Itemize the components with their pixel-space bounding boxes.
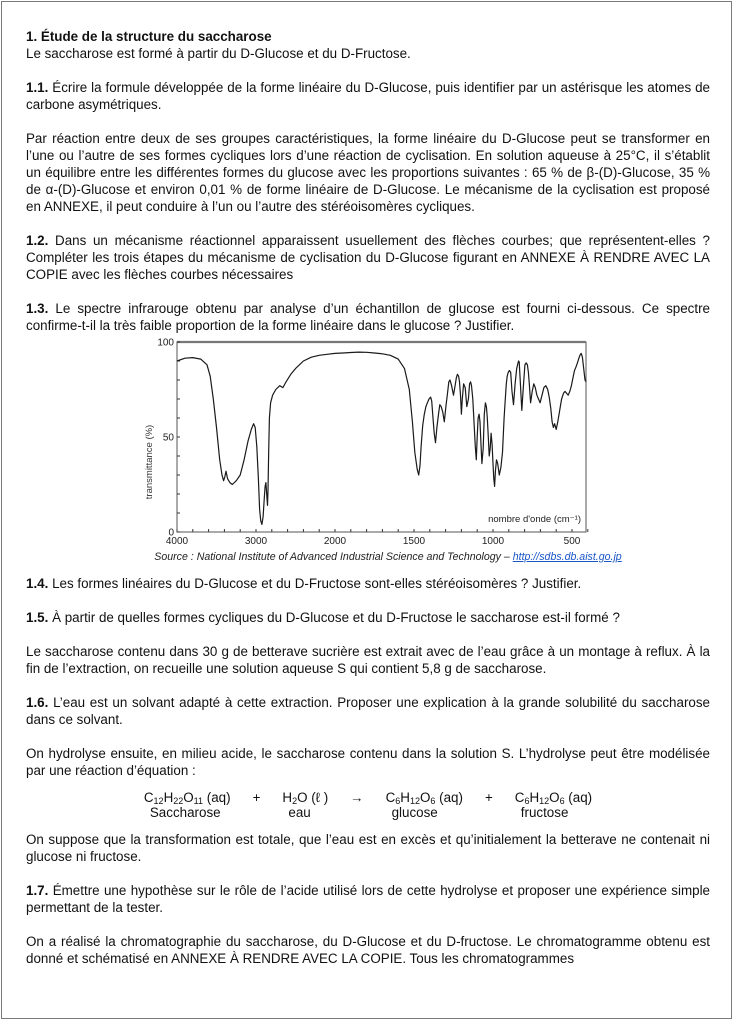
paragraph-hypothese: On suppose que la transformation est totale, que l’eau est en excès et qu’initialement la betterave ne contenait ni glucose ni fructose. (26, 832, 710, 864)
reactant-water (282, 790, 328, 820)
reaction-arrow: → (350, 790, 364, 805)
product-glucose (386, 790, 463, 820)
x-tick-label: 1000 (481, 536, 505, 547)
question-1-5: 1.5. À partir de quelles formes cycliques du D-Glucose et du D-Fructose le saccharose est-il formé ? (26, 610, 620, 625)
y-axis-label: transmittance (%) (144, 424, 155, 500)
question-number: 1.7. (26, 883, 49, 898)
spectrum-line-glucose (177, 352, 586, 524)
section-title: 1. Étude de la structure du saccharose (26, 29, 272, 44)
question-number: 1.1. (26, 80, 49, 95)
document-body (26, 28, 710, 967)
hydrolysis-equation (26, 790, 710, 820)
reactant-saccharose-formula: $C_{12}H_{22}O_{11}$ (aq) (143, 790, 231, 806)
y-tick-label: 0 (168, 527, 174, 539)
question-1-3: 1.3. Le spectre infrarouge obtenu par analyse d’un échantillon de glucose est fourni ci-dessous. Ce spectre confirme-t-il la très faible proportion de la forme linéaire dans le glucose ? Justifier. (26, 301, 710, 333)
question-number: 1.4. (26, 576, 49, 591)
question-1-2: 1.2. Dans un mécanisme réactionnel apparaissent usuellement des flèches courbes; que représentent-elles ? Compléter les trois étapes du mécanisme de cyclisation du D-Glucose figurant en ANNEXE À RENDRE AVEC LA COPIE avec les flèches courbes nécessaires (26, 233, 710, 282)
question-number: 1.6. (26, 695, 49, 710)
paragraph-cyclisation: Par réaction entre deux de ses groupes caractéristiques, la forme linéaire du D-Glucose peut se transformer en l’une ou l’autre de ses formes cycliques lors d’une réaction de cyclisation. En solution aqueuse à 25°C, il s’établit un équilibre entre les différentes formes du glucose avec les proportions suivantes : 65 % de β-(D)-Glucose, 35 % de α-(D)-Glucose et environ 0,01 % de forme linéaire de D-Glucose. Le mécanisme de la cyclisation est proposé en ANNEXE, il peut conduire à l’un ou l’autre des stéréoisomères cycliques. (26, 131, 710, 214)
paragraph-hydrolyse: On hydrolyse ensuite, en milieu acide, le saccharose contenu dans la solution S. L’hydrolyse peut être modélisée par une réaction d’équation : (26, 746, 710, 778)
reactant-water-name: eau (288, 805, 311, 820)
x-tick-label: 1500 (402, 536, 426, 547)
paragraph-extraction: Le saccharose contenu dans 30 g de betterave sucrière est extrait avec de l’eau grâce à un montage à reflux. À la fin de l’extraction, on recueille une solution aqueuse S qui contient 5,8 g de saccharose. (26, 644, 710, 676)
reactant-water-formula: $H_2O$ (ℓ ) (282, 790, 329, 806)
question-1-4: 1.4. Les formes linéaires du D-Glucose et du D-Fructose sont-elles stéréoisomères ? Justifier. (26, 576, 582, 591)
x-tick-label: 3000 (244, 536, 268, 547)
plus-sign: + (484, 790, 493, 805)
product-fructose (515, 790, 592, 820)
question-1-7: 1.7. Émettre une hypothèse sur le rôle de l’acide utilisé lors de cette hydrolyse et proposer une expérience simple permettant de la tester. (26, 883, 710, 915)
x-tick-label: 2000 (323, 536, 347, 547)
product-fructose-formula: $C_6H_{12}O_6$ (aq) (514, 790, 593, 806)
question-1-1: 1.1. Écrire la formule développée de la forme linéaire du D-Glucose, puis identifier par un astérisque les atomes de carbone asymétriques. (26, 80, 710, 112)
x-tick-label: 500 (563, 536, 581, 547)
question-number: 1.3. (26, 301, 49, 316)
section-intro: Le saccharose est formé à partir du D-Glucose et du D-Fructose. (26, 46, 411, 61)
reactant-saccharose (144, 790, 231, 820)
chart-source-caption: Source : National Institute of Advanced Industrial Science and Technology – http://sdbs.db.aist.go.jp (154, 551, 622, 563)
y-tick-label: 50 (162, 432, 174, 444)
ir-spectrum-chart (26, 334, 710, 564)
source-link[interactable]: http://sdbs.db.aist.go.jp (512, 551, 622, 563)
question-number: 1.5. (26, 610, 49, 625)
y-tick-label: 100 (157, 337, 174, 349)
question-1-6: 1.6. L’eau est un solvant adapté à cette extraction. Proposer une explication à la grande solubilité du saccharose dans ce solvant. (26, 695, 710, 727)
ir-spectrum-svg (26, 334, 710, 550)
product-glucose-name: glucose (391, 805, 438, 820)
paragraph-chromatographie: On a réalisé la chromatographie du saccharose, du D-Glucose et du D-fructose. Le chromatogramme obtenu est donné et schématisé en ANNEXE À RENDRE AVEC LA COPIE. Tous les chromatogrammes (26, 934, 710, 966)
x-axis-label: nombre d'onde (cm⁻¹) (488, 514, 581, 525)
reactant-saccharose-name: Saccharose (149, 805, 221, 820)
product-fructose-name: fructose (520, 805, 569, 820)
plus-sign: + (252, 790, 261, 805)
x-tick-label: 4000 (165, 536, 189, 547)
product-glucose-formula: $C_6H_{12}O_6$ (aq) (385, 790, 463, 806)
question-number: 1.2. (26, 233, 49, 248)
